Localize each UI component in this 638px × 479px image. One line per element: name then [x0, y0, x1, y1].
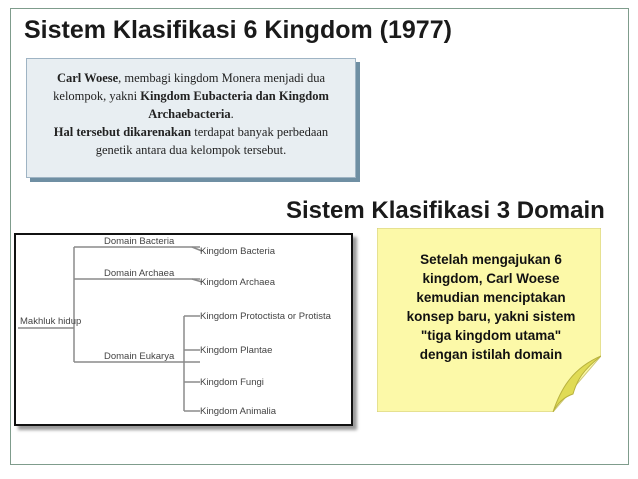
- kingdom-label: Kingdom Archaea: [200, 277, 275, 288]
- domain-heading: Sistem Klasifikasi 3 Domain: [286, 197, 605, 224]
- woese-note: [26, 58, 356, 178]
- kingdom-label: Kingdom Protoctista or Protista: [200, 311, 331, 322]
- woese-text-2: .: [230, 107, 234, 121]
- domain-label: Domain Bacteria: [104, 236, 175, 247]
- kingdom-label: Kingdom Fungi: [200, 377, 264, 388]
- note-line: konsep baru, yakni sistem: [406, 309, 576, 324]
- woese-text-1: , membagi kingdom Monera menjadi dua kelompok, yakni: [53, 71, 326, 103]
- root-label: Makhluk hidup: [20, 316, 82, 327]
- note-line: dengan istilah domain: [419, 347, 563, 362]
- sticky-note-text: [391, 250, 591, 364]
- slide-title: Sistem Klasifikasi 6 Kingdom (1977): [24, 16, 452, 44]
- woese-reason-text: terdapat banyak perbedaan genetik antara dua kelompok tersebut.: [95, 125, 329, 157]
- classification-tree: [14, 233, 353, 426]
- kingdom-label: Kingdom Animalia: [200, 406, 277, 417]
- kingdom-label: Kingdom Plantae: [200, 345, 273, 356]
- note-line: Setelah mengajukan 6: [420, 252, 562, 267]
- domain-sticky-note: [377, 228, 601, 412]
- note-line: kemudian menciptakan: [416, 290, 566, 305]
- tree-svg: [16, 235, 353, 426]
- woese-reason-bold: Hal tersebut dikarenakan: [53, 125, 192, 139]
- note-line: kingdom, Carl Woese: [422, 271, 560, 286]
- woese-name: Carl Woese: [56, 71, 119, 85]
- note-line: "tiga kingdom utama": [420, 328, 562, 343]
- woese-kingdoms: Kingdom Eubacteria dan Kingdom Archaebacteria: [140, 89, 329, 121]
- domain-label: Domain Eukarya: [104, 351, 175, 362]
- kingdom-label: Kingdom Bacteria: [200, 246, 275, 257]
- domain-label: Domain Archaea: [104, 268, 175, 279]
